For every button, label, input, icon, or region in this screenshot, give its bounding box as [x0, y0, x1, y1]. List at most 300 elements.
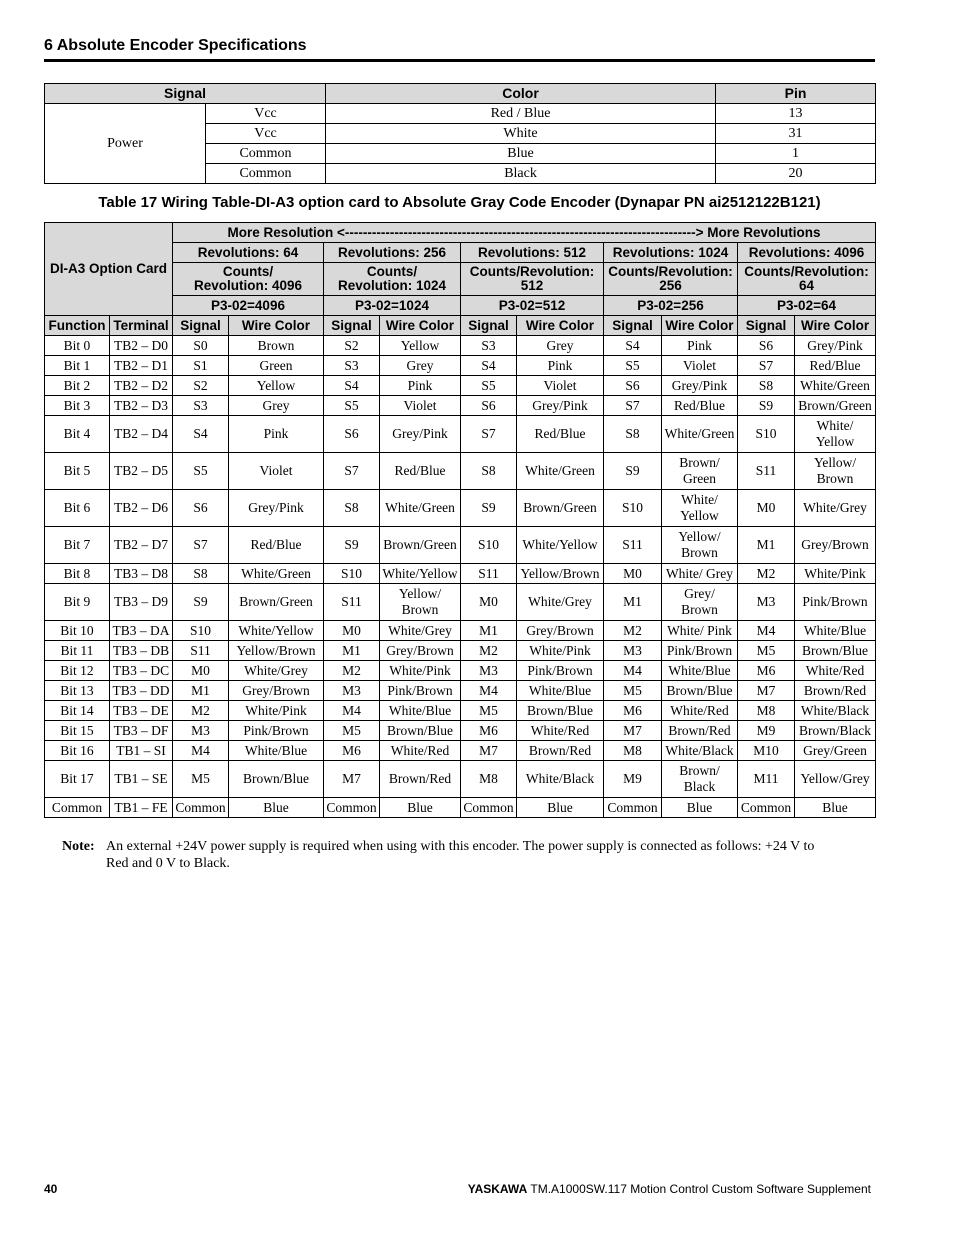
wiring-row	[45, 453, 876, 490]
note-text: An external +24V power supply is required when using with this encoder. The power supply is connected as follows: +24 V to Red and 0 V to Black.	[106, 839, 815, 871]
signal-cell: M0	[604, 564, 662, 584]
signal-cell: Common	[324, 798, 380, 818]
signal-cell: S7	[738, 356, 795, 376]
signal-cell: M3	[461, 661, 517, 681]
column-header: Signal	[604, 316, 662, 336]
revolutions-header: Revolutions: 256	[324, 243, 461, 263]
signal-cell: S4	[173, 416, 229, 453]
signal-cell: M0	[461, 584, 517, 621]
pin-cell: 31	[716, 124, 876, 144]
signal-cell: M8	[461, 761, 517, 798]
wire-color-cell: White/Black	[517, 761, 604, 798]
wire-color-cell: White/Blue	[229, 741, 324, 761]
wire-color-cell: Grey/Brown	[229, 681, 324, 701]
signal-cell: M8	[604, 741, 662, 761]
wire-color-cell: Grey/Pink	[662, 376, 738, 396]
wire-color-cell: Pink/Brown	[229, 721, 324, 741]
column-header: Wire Color	[517, 316, 604, 336]
wiring-row	[45, 336, 876, 356]
terminal-cell: TB2 – D5	[110, 453, 173, 490]
function-cell: Bit 8	[45, 564, 110, 584]
signal-cell: S11	[738, 453, 795, 490]
counts-header	[604, 263, 738, 296]
signal-cell: S7	[604, 396, 662, 416]
function-cell: Bit 16	[45, 741, 110, 761]
wiring-row	[45, 798, 876, 818]
wiring-table	[44, 222, 876, 818]
signal-cell: S11	[461, 564, 517, 584]
counts-header	[461, 263, 604, 296]
power-signal-table	[44, 83, 876, 184]
function-cell: Common	[45, 798, 110, 818]
terminal-cell: TB2 – D4	[110, 416, 173, 453]
signal-cell: M3	[604, 641, 662, 661]
function-cell: Bit 15	[45, 721, 110, 741]
signal-cell: S4	[324, 376, 380, 396]
wire-color-cell: White/Black	[662, 741, 738, 761]
table-caption: Table 17 Wiring Table-DI-A3 option card to Absolute Gray Code Encoder (Dynapar PN ai2512122B121)	[98, 194, 821, 211]
counts-header	[738, 263, 876, 296]
signal-cell: S3	[324, 356, 380, 376]
signal-cell: S8	[324, 490, 380, 527]
terminal-cell: TB2 – D6	[110, 490, 173, 527]
wire-color-cell: White/Pink	[517, 641, 604, 661]
signal-cell: Common	[738, 798, 795, 818]
signal-cell: M9	[604, 761, 662, 798]
signal-cell: M8	[738, 701, 795, 721]
terminal-cell: TB3 – DB	[110, 641, 173, 661]
signal-cell: M4	[324, 701, 380, 721]
wire-color-cell: White/Yellow	[229, 621, 324, 641]
wire-color-cell: Yellow/ Brown	[795, 453, 876, 490]
signal-cell: M7	[738, 681, 795, 701]
terminal-cell: TB2 – D2	[110, 376, 173, 396]
wire-color-cell: White/Red	[795, 661, 876, 681]
counts-header	[173, 263, 324, 296]
signal-cell: M6	[604, 701, 662, 721]
signal-cell: M1	[604, 584, 662, 621]
wire-color-cell: Brown/Black	[795, 721, 876, 741]
counts-line: Counts/	[366, 264, 418, 279]
wire-color-cell: White/Red	[517, 721, 604, 741]
function-cell: Bit 13	[45, 681, 110, 701]
function-cell: Bit 3	[45, 396, 110, 416]
signal-cell: Common	[461, 798, 517, 818]
signal-cell: S5	[461, 376, 517, 396]
wiring-row	[45, 527, 876, 564]
signal-cell: S4	[461, 356, 517, 376]
signal-cell: S11	[173, 641, 229, 661]
wiring-row	[45, 416, 876, 453]
wire-color-cell: White/Blue	[795, 621, 876, 641]
signal-cell: S9	[604, 453, 662, 490]
signal-cell: S8	[461, 453, 517, 490]
terminal-cell: TB3 – DD	[110, 681, 173, 701]
wiring-row	[45, 356, 876, 376]
wire-color-cell: Brown/Green	[517, 490, 604, 527]
signal-cell: Common	[206, 144, 326, 164]
signal-cell: S8	[173, 564, 229, 584]
wire-color-cell: Grey/Pink	[229, 490, 324, 527]
wiring-row	[45, 396, 876, 416]
wiring-row	[45, 490, 876, 527]
column-header: Signal	[738, 316, 795, 336]
wire-color-cell: White/Pink	[795, 564, 876, 584]
column-header: Wire Color	[795, 316, 876, 336]
wire-color-cell: Brown/Red	[795, 681, 876, 701]
wiring-row	[45, 741, 876, 761]
wire-color-cell: Blue	[517, 798, 604, 818]
function-cell: Bit 12	[45, 661, 110, 681]
signal-cell: S6	[461, 396, 517, 416]
wire-color-cell: Blue	[229, 798, 324, 818]
counts-line: Counts/Revolution:	[608, 264, 733, 279]
option-card-header: DI-A3 Option Card	[45, 223, 173, 316]
wire-color-cell: Blue	[795, 798, 876, 818]
wire-color-cell: Grey/Green	[795, 741, 876, 761]
signal-cell: S5	[173, 453, 229, 490]
counts-line: 64	[799, 278, 815, 293]
wire-color-cell: White/Green	[229, 564, 324, 584]
signal-cell: S2	[324, 336, 380, 356]
wire-color-cell: White/Green	[517, 453, 604, 490]
wire-color-cell: Brown/Green	[380, 527, 461, 564]
signal-cell: M5	[461, 701, 517, 721]
signal-cell: M7	[604, 721, 662, 741]
wire-color-cell: Violet	[229, 453, 324, 490]
column-header: Function	[45, 316, 110, 336]
column-header: Terminal	[110, 316, 173, 336]
param-header: P3-02=1024	[324, 296, 461, 316]
counts-line: Counts/Revolution:	[744, 264, 869, 279]
signal-cell: S11	[604, 527, 662, 564]
signal-cell: M1	[324, 641, 380, 661]
signal-cell: M1	[173, 681, 229, 701]
wire-color-cell: Brown/Blue	[517, 701, 604, 721]
wire-color-cell: White/Blue	[662, 661, 738, 681]
color-cell: White	[326, 124, 716, 144]
wire-color-cell: White/ Grey	[662, 564, 738, 584]
param-header: P3-02=256	[604, 296, 738, 316]
terminal-cell: TB3 – DE	[110, 701, 173, 721]
signal-cell: M4	[738, 621, 795, 641]
wire-color-cell: White/Yellow	[517, 527, 604, 564]
wire-color-cell: White/ Yellow	[662, 490, 738, 527]
signal-cell: S3	[173, 396, 229, 416]
signal-cell: M3	[324, 681, 380, 701]
wire-color-cell: Yellow	[229, 376, 324, 396]
signal-cell: M3	[738, 584, 795, 621]
wire-color-cell: Pink/Brown	[517, 661, 604, 681]
wire-color-cell: Pink/Brown	[380, 681, 461, 701]
counts-line: 512	[520, 278, 544, 293]
page-number: 40	[44, 1182, 58, 1196]
wire-color-cell: White/ Yellow	[795, 416, 876, 453]
wire-color-cell: Brown/ Black	[662, 761, 738, 798]
wire-color-cell: Grey/ Brown	[662, 584, 738, 621]
signal-cell: S9	[324, 527, 380, 564]
signal-cell: S9	[461, 490, 517, 527]
signal-cell: Common	[206, 164, 326, 184]
signal-cell: M0	[324, 621, 380, 641]
signal-cell: S4	[604, 336, 662, 356]
counts-header	[324, 263, 461, 296]
wire-color-cell: Pink/Brown	[662, 641, 738, 661]
wire-color-cell: Green	[229, 356, 324, 376]
signal-header: Signal	[45, 84, 326, 104]
wire-color-cell: Brown/Red	[662, 721, 738, 741]
note-label: Note:	[62, 839, 95, 854]
signal-cell: M5	[604, 681, 662, 701]
column-header-row	[45, 316, 876, 336]
function-cell: Bit 17	[45, 761, 110, 798]
terminal-cell: TB3 – D9	[110, 584, 173, 621]
signal-cell: S10	[738, 416, 795, 453]
revolutions-header: Revolutions: 4096	[738, 243, 876, 263]
signal-cell: S5	[604, 356, 662, 376]
wire-color-cell: White/Green	[795, 376, 876, 396]
wire-color-cell: Blue	[380, 798, 461, 818]
signal-cell: Common	[173, 798, 229, 818]
wire-color-cell: Brown	[229, 336, 324, 356]
signal-cell: Vcc	[206, 104, 326, 124]
terminal-cell: TB2 – D1	[110, 356, 173, 376]
wire-color-cell: Brown/Green	[229, 584, 324, 621]
signal-cell: M2	[461, 641, 517, 661]
color-header: Color	[326, 84, 716, 104]
signal-cell: Common	[604, 798, 662, 818]
wire-color-cell: Violet	[662, 356, 738, 376]
column-header: Signal	[324, 316, 380, 336]
pin-cell: 20	[716, 164, 876, 184]
signal-cell: M2	[173, 701, 229, 721]
signal-cell: S5	[324, 396, 380, 416]
wiring-row	[45, 641, 876, 661]
color-cell: Black	[326, 164, 716, 184]
wire-color-cell: White/Yellow	[380, 564, 461, 584]
signal-cell: S6	[738, 336, 795, 356]
terminal-cell: TB3 – DF	[110, 721, 173, 741]
function-cell: Bit 11	[45, 641, 110, 661]
wire-color-cell: White/ Pink	[662, 621, 738, 641]
table1-header-row	[45, 84, 876, 104]
wiring-row	[45, 584, 876, 621]
wire-color-cell: Pink/Brown	[795, 584, 876, 621]
color-cell: Blue	[326, 144, 716, 164]
wiring-row	[45, 761, 876, 798]
signal-cell: M6	[461, 721, 517, 741]
wire-color-cell: White/Red	[380, 741, 461, 761]
signal-cell: M5	[173, 761, 229, 798]
wire-color-cell: White/Black	[795, 701, 876, 721]
wire-color-cell: Brown/Blue	[795, 641, 876, 661]
footer-doc-title	[468, 1182, 871, 1196]
signal-cell: S8	[604, 416, 662, 453]
wire-color-cell: Red/Blue	[662, 396, 738, 416]
signal-cell: S3	[461, 336, 517, 356]
terminal-cell: TB2 – D3	[110, 396, 173, 416]
terminal-cell: TB3 – DC	[110, 661, 173, 681]
signal-cell: S9	[173, 584, 229, 621]
wire-color-cell: Grey/Brown	[380, 641, 461, 661]
column-header: Wire Color	[662, 316, 738, 336]
wire-color-cell: White/Pink	[229, 701, 324, 721]
wire-color-cell: White/Grey	[229, 661, 324, 681]
wire-color-cell: Brown/ Green	[662, 453, 738, 490]
function-cell: Bit 5	[45, 453, 110, 490]
wire-color-cell: White/Grey	[517, 584, 604, 621]
wire-color-cell: Yellow/Brown	[517, 564, 604, 584]
signal-cell: M5	[738, 641, 795, 661]
signal-cell: S10	[173, 621, 229, 641]
function-cell: Bit 7	[45, 527, 110, 564]
wire-color-cell: Red/Blue	[795, 356, 876, 376]
signal-cell: Vcc	[206, 124, 326, 144]
signal-cell: M5	[324, 721, 380, 741]
pin-header: Pin	[716, 84, 876, 104]
terminal-cell: TB2 – D0	[110, 336, 173, 356]
wire-color-cell: Yellow/Brown	[229, 641, 324, 661]
power-row	[45, 104, 876, 124]
wire-color-cell: Grey/Pink	[795, 336, 876, 356]
wire-color-cell: Yellow/ Brown	[662, 527, 738, 564]
terminal-cell: TB1 – SI	[110, 741, 173, 761]
function-cell: Bit 1	[45, 356, 110, 376]
signal-cell: S9	[738, 396, 795, 416]
wire-color-cell: White/Blue	[380, 701, 461, 721]
wiring-row	[45, 661, 876, 681]
counts-line: Revolution: 1024	[337, 278, 447, 293]
wire-color-cell: Violet	[517, 376, 604, 396]
wire-color-cell: White/Green	[380, 490, 461, 527]
wire-color-cell: Grey	[229, 396, 324, 416]
column-header: Signal	[173, 316, 229, 336]
signal-cell: M1	[461, 621, 517, 641]
signal-cell: M11	[738, 761, 795, 798]
wire-color-cell: Grey/Brown	[795, 527, 876, 564]
wire-color-cell: Grey	[517, 336, 604, 356]
wire-color-cell: Red/Blue	[229, 527, 324, 564]
wire-color-cell: White/Grey	[795, 490, 876, 527]
column-header: Wire Color	[229, 316, 324, 336]
brand-name: YASKAWA	[467, 1182, 528, 1196]
counts-line: Counts/Revolution:	[469, 264, 595, 279]
signal-cell: S6	[604, 376, 662, 396]
signal-cell: S7	[324, 453, 380, 490]
wire-color-cell: Grey	[380, 356, 461, 376]
function-cell: Bit 9	[45, 584, 110, 621]
counts-line: 256	[659, 278, 682, 293]
doc-title: TM.A1000SW.117 Motion Control Custom Software Supplement	[527, 1182, 871, 1196]
signal-cell: S6	[173, 490, 229, 527]
signal-cell: S0	[173, 336, 229, 356]
wire-color-cell: Yellow/ Brown	[380, 584, 461, 621]
function-cell: Bit 2	[45, 376, 110, 396]
wire-color-cell: Brown/Blue	[662, 681, 738, 701]
wire-color-cell: Brown/Blue	[380, 721, 461, 741]
signal-cell: M6	[324, 741, 380, 761]
range-header-row	[45, 223, 876, 243]
note	[62, 838, 832, 871]
revolutions-header: Revolutions: 64	[173, 243, 324, 263]
wire-color-cell: Pink	[517, 356, 604, 376]
wire-color-cell: Grey/Pink	[517, 396, 604, 416]
param-header: P3-02=64	[738, 296, 876, 316]
signal-cell: S2	[173, 376, 229, 396]
function-cell: Bit 6	[45, 490, 110, 527]
counts-line: Revolution: 4096	[193, 278, 303, 293]
counts-line: Counts/	[222, 264, 274, 279]
signal-cell: M3	[173, 721, 229, 741]
wire-color-cell: Blue	[662, 798, 738, 818]
range-header: More Resolution <------------------------------------------------------------------------------> More Revolutions	[173, 223, 876, 243]
wire-color-cell: Brown/Blue	[229, 761, 324, 798]
wire-color-cell: White/Grey	[380, 621, 461, 641]
wire-color-cell: Violet	[380, 396, 461, 416]
function-cell: Bit 10	[45, 621, 110, 641]
signal-cell: S7	[461, 416, 517, 453]
param-header: P3-02=4096	[173, 296, 324, 316]
section-title: 6 Absolute Encoder Specifications	[44, 37, 875, 62]
signal-cell: M0	[738, 490, 795, 527]
signal-cell: M7	[324, 761, 380, 798]
terminal-cell: TB3 – D8	[110, 564, 173, 584]
color-cell: Red / Blue	[326, 104, 716, 124]
function-cell: Bit 14	[45, 701, 110, 721]
wiring-row	[45, 681, 876, 701]
signal-cell: M2	[604, 621, 662, 641]
wire-color-cell: Red/Blue	[380, 453, 461, 490]
signal-cell: M1	[738, 527, 795, 564]
wire-color-cell: Brown/Green	[795, 396, 876, 416]
wire-color-cell: Pink	[662, 336, 738, 356]
signal-cell: M2	[324, 661, 380, 681]
param-header: P3-02=512	[461, 296, 604, 316]
wire-color-cell: White/Green	[662, 416, 738, 453]
wire-color-cell: White/Pink	[380, 661, 461, 681]
terminal-cell: TB1 – SE	[110, 761, 173, 798]
wiring-row	[45, 564, 876, 584]
wire-color-cell: Grey/Brown	[517, 621, 604, 641]
wiring-row	[45, 721, 876, 741]
terminal-cell: TB1 – FE	[110, 798, 173, 818]
signal-cell: M6	[738, 661, 795, 681]
signal-cell: M9	[738, 721, 795, 741]
signal-cell: M4	[461, 681, 517, 701]
signal-cell: S8	[738, 376, 795, 396]
revolutions-header: Revolutions: 1024	[604, 243, 738, 263]
pin-cell: 13	[716, 104, 876, 124]
terminal-cell: TB3 – DA	[110, 621, 173, 641]
signal-cell: M10	[738, 741, 795, 761]
wire-color-cell: Brown/Red	[380, 761, 461, 798]
signal-cell: S6	[324, 416, 380, 453]
signal-cell: M0	[173, 661, 229, 681]
signal-cell: S1	[173, 356, 229, 376]
wire-color-cell: White/Blue	[517, 681, 604, 701]
signal-cell: S11	[324, 584, 380, 621]
column-header: Wire Color	[380, 316, 461, 336]
function-cell: Bit 0	[45, 336, 110, 356]
wire-color-cell: Red/Blue	[517, 416, 604, 453]
wire-color-cell: Yellow/Grey	[795, 761, 876, 798]
signal-cell: M2	[738, 564, 795, 584]
wiring-row	[45, 621, 876, 641]
column-header: Signal	[461, 316, 517, 336]
signal-cell: S10	[324, 564, 380, 584]
wire-color-cell: Pink	[229, 416, 324, 453]
wire-color-cell: Pink	[380, 376, 461, 396]
